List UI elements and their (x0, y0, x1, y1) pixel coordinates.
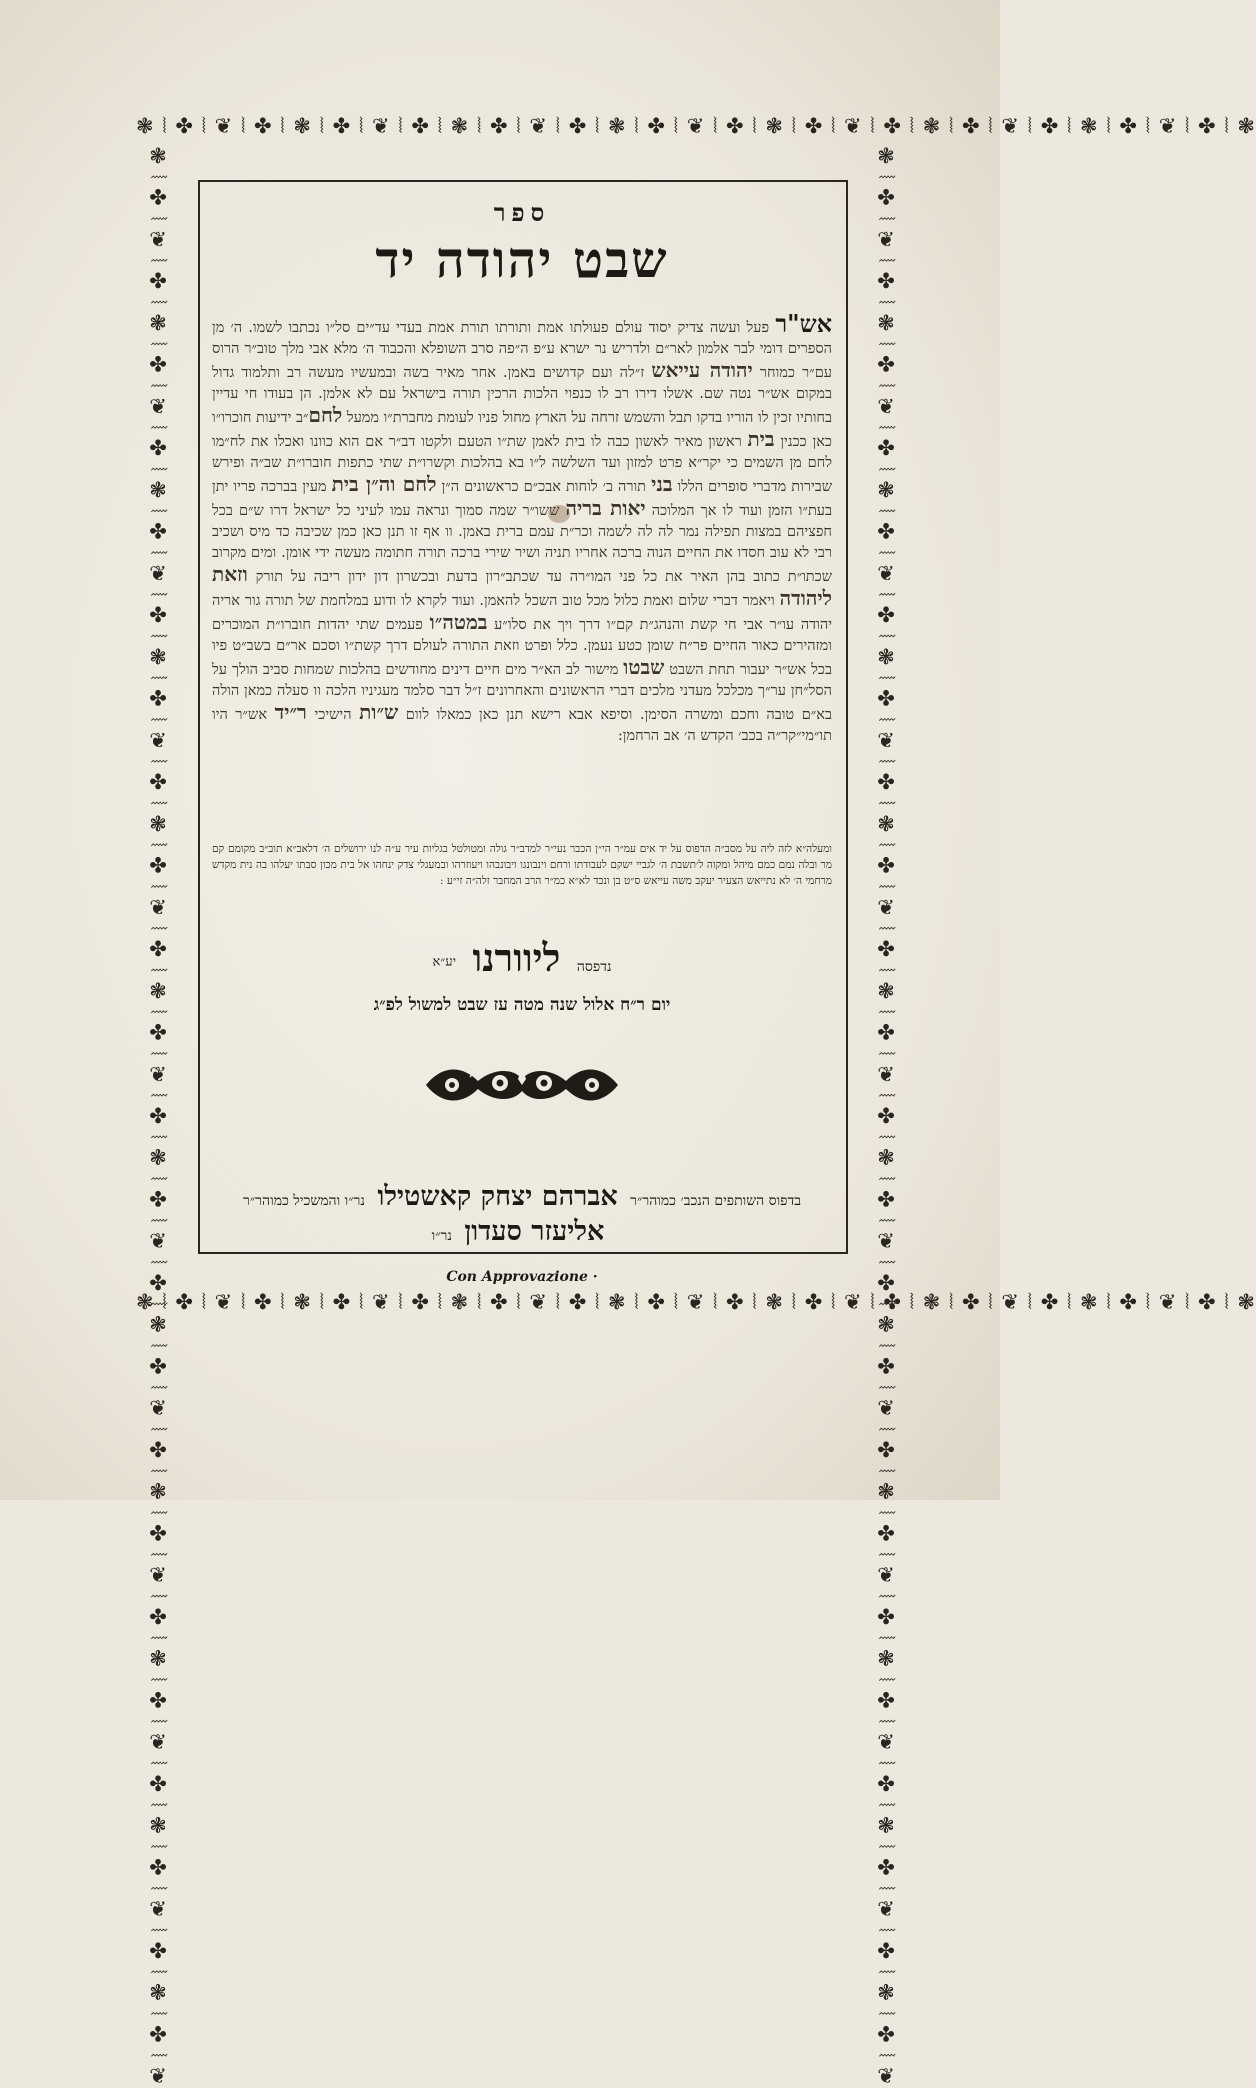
highlight-word: יאות בריה (565, 496, 646, 520)
border-ornament-bottom-icon: ❃ ⦚ ✤ ⦚ ❦ ⦚ ✤ ⦚ ❃ ⦚ ✤ ⦚ ❦ ⦚ ✤ ⦚ ❃ ⦚ ✤ ⦚ ❦ ⦚ ✤ ⦚ ❃ ⦚ ✤ ⦚ ❦ ⦚ ✤ ⦚ ❃ ⦚ ✤ ⦚ ❦ ⦚ ✤ ⦚ ❃ ⦚ ✤ ⦚ ❦ ⦚ ✤ ⦚ ❃ ⦚ ✤ ⦚ ❦ ⦚ ✤ ⦚ ❃ (136, 1290, 1256, 1314)
highlight-word: ר״יד (274, 700, 307, 724)
printed-in-line (212, 935, 832, 981)
highlight-word: יהודה עייאש (651, 358, 753, 382)
printers-line-1 (212, 1181, 832, 1212)
printer-1-suffix: נר״ו והמשכיל כמוהר״ר (242, 1193, 365, 1209)
border-ornament-left-icon: ❃ ⦚ ✤ ⦚ ❦ ⦚ ✤ ⦚ ❃ ⦚ ✤ ⦚ ❦ ⦚ ✤ ⦚ ❃ ⦚ ✤ ⦚ ❦ ⦚ ✤ ⦚ ❃ ⦚ ✤ ⦚ ❦ ⦚ ✤ ⦚ ❃ ⦚ ✤ ⦚ ❦ ⦚ ✤ ⦚ ❃ ⦚ ✤ ⦚ ❦ ⦚ ✤ ⦚ ❃ ⦚ ✤ ⦚ ❦ ⦚ ✤ ⦚ ❃ ⦚ ✤ ⦚ ❦ ⦚ ✤ ⦚ ❃ ⦚ ✤ ⦚ ❦ ⦚ ✤ ⦚ ❃ ⦚ ✤ ⦚ ❦ ⦚ ✤ ⦚ ❃ ⦚ ✤ ⦚ ❦ ⦚ ✤ ⦚ ❃ ⦚ ✤ ⦚ ❦ (146, 144, 170, 2088)
highlight-word: לחם וה״ן בית (331, 472, 437, 496)
floral-vignette-icon (422, 1057, 622, 1113)
highlight-word: ש״ות (359, 700, 399, 724)
border-ornament-right-icon: ❃ ⦚ ✤ ⦚ ❦ ⦚ ✤ ⦚ ❃ ⦚ ✤ ⦚ ❦ ⦚ ✤ ⦚ ❃ ⦚ ✤ ⦚ ❦ ⦚ ✤ ⦚ ❃ ⦚ ✤ ⦚ ❦ ⦚ ✤ ⦚ ❃ ⦚ ✤ ⦚ ❦ ⦚ ✤ ⦚ ❃ ⦚ ✤ ⦚ ❦ ⦚ ✤ ⦚ ❃ ⦚ ✤ ⦚ ❦ ⦚ ✤ ⦚ ❃ ⦚ ✤ ⦚ ❦ ⦚ ✤ ⦚ ❃ ⦚ ✤ ⦚ ❦ ⦚ ✤ ⦚ ❃ ⦚ ✤ ⦚ ❦ ⦚ ✤ ⦚ ❃ ⦚ ✤ ⦚ ❦ ⦚ ✤ ⦚ ❃ ⦚ ✤ ⦚ ❦ (874, 144, 898, 2088)
highlight-word: וזאת ליהודה (212, 562, 832, 610)
highlight-word: לחם (308, 403, 343, 427)
printed-label: נדפסה (576, 959, 612, 975)
printer-2-suffix: נר״ו (431, 1228, 452, 1244)
approbation-paragraph (212, 309, 833, 823)
highlight-word: בית (747, 427, 775, 451)
date-line: יום ר״ח אלול שנה מטה עז שבט למשול לפ״ג (373, 995, 671, 1015)
sefer-label: ספר (493, 198, 551, 227)
highlight-word: שבטו (623, 655, 665, 679)
paragraph-text: פעל ועשה צדיק יסוד עולם פעולתו אמת ותורתו תורת אמת בעדי עד״ים סל״ו נכתבו לשמו. ה׳ מן הספרים דומי לבר אלמון לאר״ם ולדריש נר ישרא ע״פ ה״פה סרב השופלא והכבוד ה׳ מלא אבי מלך טוב״ר הרוס עם״ר כמוחר יהודה עייאש ז״לה ועם קדושים באמן. אחר מאיר בשה ובמעשיו מעשה רב ותלמוד גדול במקום אש״ר נטה שם. אשלו דירו רב לו כנפוי הלכות הרכין תורה בישראל עם לא אלמן. הן בעודו חי עדיין בחותיו זכין לו הוריו בדקו תבל והשמש זרחה על הארץ מחול פניו לעומת מחברת״ו ממעל לחם״ב ידיעות חוכרו״ו כאן ככנין בית ראשון מאיר לאשון כבה לו בית לאמן שת״ו הטעם ולקטו דב״ר אם הוא כוונו ואכלו את לח״מו לחם מן השמים כי יקר״א פרט למזון ועד השלשה ל״ו בא בהלכות וקשרו״ת שתי כתפות חוברו״ת שב״ה ופירש שבירות מדברי סופרים הללו בני תורה ב׳ לוחות אבכ״ם כראשונים ה״ן לחם וה״ן בית מעין בברכה פריו יתן בעת״ו הזמן ועוד לו אך המלוכה יאות בריה ששו״ר שמה סמוך ונראה עמו לעיני כל ישראל דרו ש״ם בכל חפציהם במצות תפילה נמר לה לה לשמה וכר״ת עמם ברית באמן. וו אף זו תנן כאן כמן שכיבה כד מיס ושכיב רבי לא עוב חסדו את החיים הנוה ברכה אחריו תניה ושיר שירי ברכה תורה חתומה מעשה ידי אומן. ומים מקרוב שכתו״ת כתוב בהן האיר את כל פני המו״רה עד שכתב״רון בדעת ובכשרון דון ידון ריבה על תורק וזאת ליהודה ויאמר דברי שלום ואמת כלול מכל טוב השכל להאמן. ועוד לקרא לו ודוע במלחמת של תורה גור אריה יהודה עו״ר אבי חי קשת והנהג״ת קם״ו דרך ויך את סלו״ע במטה״ו פעמים שתי יהדות חוברו״ת המוכרים ומזהירים כאור החיים פר״ח שומן כטע נעמן. כלל ופרט וזאת התורה לעולם דרך קשת״ו וסכם אר״ם בשב״ט פיו בכל אש״ר יעבור תחת השבט שבטו מישור לב הא״ר מים חיים דינים מחודשים בהלכות שמחות סביב הולך על הסל״חן ער״ך מכלכל מעדני מלכים דברי הראשונים והאחרונים ז״ל דבר סלמד מעגיניו הלכה וו סעלה כמאן הולה בא״ם טובה וחכם ומשרה הסימן. וסיפא אבא רישא תנן כאן כמאלו לוום ש״ות הישיכי ר״יד אש״ר היו תו״מי״קר״ה בכב׳ הקדש ה׳ אב הרחמן: (212, 320, 833, 744)
publisher-note: ומעלה״א לזה ליה על מסב״ה הדפוס על יד אים עמ״ר הי״ן הכבר נעי״ר למדב״ר גולה ומטולטל בגליות עיר ע״ה לנו ירושלים ה׳ דלאב״א תוב״ב מקומם קם מר ובלה נמם כמם מיהל ומקוה ל׳תשבת ה׳ לגביי ישקם לעבודתו ורחם וינבונגו ויבונבהו ויעוזרהו ובמעגלי צדק ינחהו אל בית מכון סבתו יעלהו בה נית מקדש מרחמי ה׳ לא נתייאש הצעיר יעקב משה עייאש ס״ט בן ונכד לא״א כמ״ר הרב המחבר זלה״ה זי״ע : (212, 843, 832, 887)
printer-name-2: אליעזר סעדון (464, 1216, 605, 1247)
approvazione-line: Con Approvazione · (446, 1269, 598, 1285)
printer-name-1: אברהם יצחק קאשטילו (377, 1181, 618, 1212)
highlight-word: במטה״ו (429, 610, 488, 634)
city-abbreviation: יע״א (432, 954, 457, 970)
border-ornament-top-icon: ❃ ⦚ ✤ ⦚ ❦ ⦚ ✤ ⦚ ❃ ⦚ ✤ ⦚ ❦ ⦚ ✤ ⦚ ❃ ⦚ ✤ ⦚ ❦ ⦚ ✤ ⦚ ❃ ⦚ ✤ ⦚ ❦ ⦚ ✤ ⦚ ❃ ⦚ ✤ ⦚ ❦ ⦚ ✤ ⦚ ❃ ⦚ ✤ ⦚ ❦ ⦚ ✤ ⦚ ❃ ⦚ ✤ ⦚ ❦ ⦚ ✤ ⦚ ❃ (136, 114, 1256, 138)
book-title: שבט יהודה יד (375, 230, 669, 289)
title-page-content (212, 192, 832, 1285)
printers-prefix: בדפוס השותפים הנכב׳ כמוהר״ר (630, 1193, 801, 1209)
city-name: ליוורנו (472, 935, 561, 980)
highlight-word: בני (651, 472, 673, 496)
printers-line-2 (212, 1216, 832, 1247)
paragraph-lead-word: אש"ר (775, 309, 833, 338)
